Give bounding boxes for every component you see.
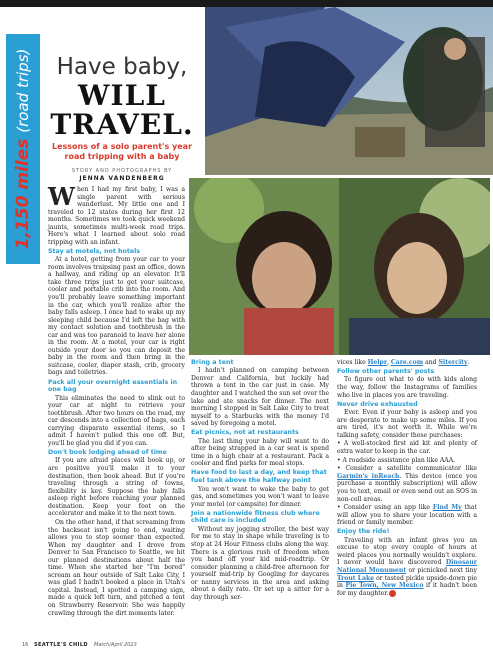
intro-paragraph bbox=[48, 182, 185, 246]
issue-date: March/April 2023 bbox=[94, 642, 137, 648]
byline-author: JENNA VANDENBERG bbox=[79, 175, 165, 182]
pietown-link[interactable]: Pie Town, New Mexico bbox=[345, 582, 424, 590]
section-tab-label bbox=[13, 49, 33, 250]
section-heading: Follow other parents' posts bbox=[337, 368, 435, 376]
headline-travel: TRAVEL. bbox=[50, 108, 194, 141]
magazine-name: SEATTLE'S CHILD bbox=[34, 642, 88, 648]
text-run: or tasted pickle upside-down pie in bbox=[337, 574, 477, 590]
top-band bbox=[0, 0, 493, 7]
bullet-item bbox=[337, 465, 477, 503]
section-miles: 1,150 miles bbox=[13, 138, 33, 250]
carecom-link[interactable]: Care.com bbox=[390, 359, 424, 366]
section-heading: Don't book lodging ahead of time bbox=[48, 449, 167, 457]
paragraph: At a hotel, getting from your car to your room involves traipsing past an office, down a hallway, and riding up an elevator. It'll take three trips just to get your suitcase, cooler and portable crib into the room. And you'll probably leave something important in the car, which you'll realize after the baby falls asleep. I once had to wake up my sleeping child because I'd left the bag with my contact solution and toothbrush in the car and was too paranoid to leave her alone in the room. At a motel, your car is right outside your door so you can deposit the baby in the room and then bring in the suitcase, cooler, diaper stash, crib, grocery bags and toiletries. bbox=[48, 256, 185, 377]
text-run: • Consider a satellite communicator like bbox=[337, 465, 477, 473]
paragraph: The last thing your baby will want to do after being strapped in a car seat is spend time in a high chair at a restaurant. Pack a cooler and find parks for meal stops. bbox=[191, 437, 329, 468]
headline-line2 bbox=[48, 81, 196, 139]
paragraph: This eliminates the need to slink out to your car at night to retrieve your toothbrush. After two hours on the road, my car descends into a collection of bags, each carrying disparate essential items, so I admit I haven't pulled this one off. But, you'll be glad you did if you can. bbox=[48, 394, 185, 447]
paragraph: To figure out what to do with kids along the way, follow the Instagrams of families who live in places you are traveling. bbox=[337, 376, 477, 399]
text-run: and bbox=[423, 359, 439, 366]
text-run: that will allow you to share your location with a friend or family member. bbox=[337, 504, 477, 527]
bullet-item: • A roadside assistance plan like AAA. bbox=[337, 456, 456, 464]
section-heading: Stay at motels, not hotels bbox=[48, 247, 141, 255]
article-column-3 bbox=[337, 359, 477, 598]
sitercity-link[interactable]: Sitercity bbox=[438, 359, 468, 366]
dinosaur-link[interactable]: Dinosaur National Monument bbox=[337, 559, 477, 574]
paragraph: Without my jogging stroller, the best way for me to stay in shape while traveling is to stop at 24 Hour Fitness clubs along the way. There is a glorious rush of freedom when you hand off your kid mid-roadtrip. Or consider planning a child-free afternoon for yourself mid-trip by Googling for daycares or nanny services in the area and asking about a daily rate. Or set up a sitter for a day through ser- bbox=[191, 525, 329, 601]
section-name: (road trips) bbox=[14, 48, 32, 133]
text-run: . bbox=[467, 359, 470, 366]
paragraph: If you are afraid places will book up, or are positive you'll make it to your destination, then book ahead. But if you're traveling through a string of towns, flexibility is key. Suppose the baby falls asleep right before reaching your planned destination. Keep your foot on the accelerator and make it to the next town. bbox=[48, 457, 185, 518]
tent-photo bbox=[205, 7, 493, 175]
helpr-link[interactable]: Helpr bbox=[367, 359, 388, 366]
inreach-link[interactable]: Garmin's inReach bbox=[337, 472, 400, 480]
page-number: 16 bbox=[22, 642, 29, 648]
section-heading: Never drive exhausted bbox=[337, 400, 418, 408]
article-column-1 bbox=[48, 182, 185, 618]
text-run: • Consider using an app like bbox=[337, 504, 433, 512]
text-run: . This device (once you purchase a monthly subscription) will allow you to text, email or even send out an SOS in non-cell areas. bbox=[337, 472, 477, 503]
end-mark-icon bbox=[389, 590, 396, 597]
paragraph: On the other hand, if that screaming from the backseat isn't going to end, waiting allows you to stop sooner than expected. When my daughter and I drove from Denver to San Francisco to Seattle, we hit our planned destinations about half the time. When she started her "I'm bored" scream an hour outside of Salt Lake City, I was glad I hadn't booked a place in Utah's capital. Instead, I spotted a camping sign, made a quick left turn, and pitched a tent on Strawberry Reservoir. She was happily crawling through the dirt moments later. bbox=[48, 518, 185, 617]
section-heading: Bring a tent bbox=[191, 359, 234, 366]
text-run: if it hadn't been for my daughter. bbox=[337, 582, 478, 597]
text-run: , bbox=[387, 359, 391, 366]
section-heading: Join a nationwide fitness club where child care is included bbox=[191, 509, 320, 525]
paragraph: Ever. Even if your baby is asleep and you are desperate to make up some miles. If you are tired, it's not worth it. While we're talking safety, consider these purchases: bbox=[337, 408, 477, 439]
dek: Lessons of a solo parent's year road tripping with a baby bbox=[52, 142, 193, 161]
byline-credit: STORY AND PHOTOGRAPHS BY bbox=[71, 168, 173, 174]
section-heading: Eat picnics, not at restaurants bbox=[191, 429, 299, 437]
text-run: Traveling with an infant gives you an excuse to stop every couple of hours at weird places you normally wouldn't explore. I never would have discovered bbox=[337, 536, 477, 567]
bullet-item bbox=[337, 504, 477, 527]
page-footer bbox=[0, 638, 493, 651]
section-heading: Pack all your overnight essentials in one bag bbox=[48, 378, 178, 394]
drop-cap: W bbox=[48, 182, 75, 211]
bullet-item: • A well-stocked first aid kit and plenty of extra water to keep in the car. bbox=[337, 440, 477, 455]
text-run: or picnicked next tiny bbox=[406, 567, 477, 574]
troutlake-link[interactable]: Trout Lake bbox=[337, 574, 375, 582]
paragraph: You won't want to wake the baby to get gas, and sometimes you won't want to leave your motel (or campsite) for dinner. bbox=[191, 485, 329, 508]
paragraph bbox=[337, 359, 477, 367]
intro-text: hen I had my first baby, I was a single parent with serious wanderlust. My little one and I traveled to 12 states during her first 12 months. Sometimes we took quick weekend jaunts, sometimes multi-week road trips. Here's what I learned about solo road tripping with an infant. bbox=[48, 186, 185, 246]
paragraph: I hadn't planned on camping between Denver and California, but luckily had thrown a tent in the car just in case. My daughter and I watched the sun set over the lake and ate snacks for dinner. The next morning I stopped in Salt Lake City to treat myself to a Starbucks with the money I'd saved by foregoing a motel. bbox=[191, 367, 329, 428]
headline-will: WILL bbox=[78, 79, 166, 112]
headline-line1: Have baby, bbox=[56, 54, 188, 80]
section-heading: Enjoy the ride! bbox=[337, 528, 390, 536]
paragraph bbox=[337, 537, 477, 597]
section-heading: Have food to last a day, and keep that fuel tank above the halfway point bbox=[191, 469, 327, 485]
article-column-2 bbox=[191, 359, 329, 603]
findmy-link[interactable]: Find My bbox=[432, 504, 462, 512]
mother-baby-photo bbox=[189, 178, 490, 355]
section-tab bbox=[6, 34, 40, 264]
text-run: vices like bbox=[337, 359, 368, 366]
